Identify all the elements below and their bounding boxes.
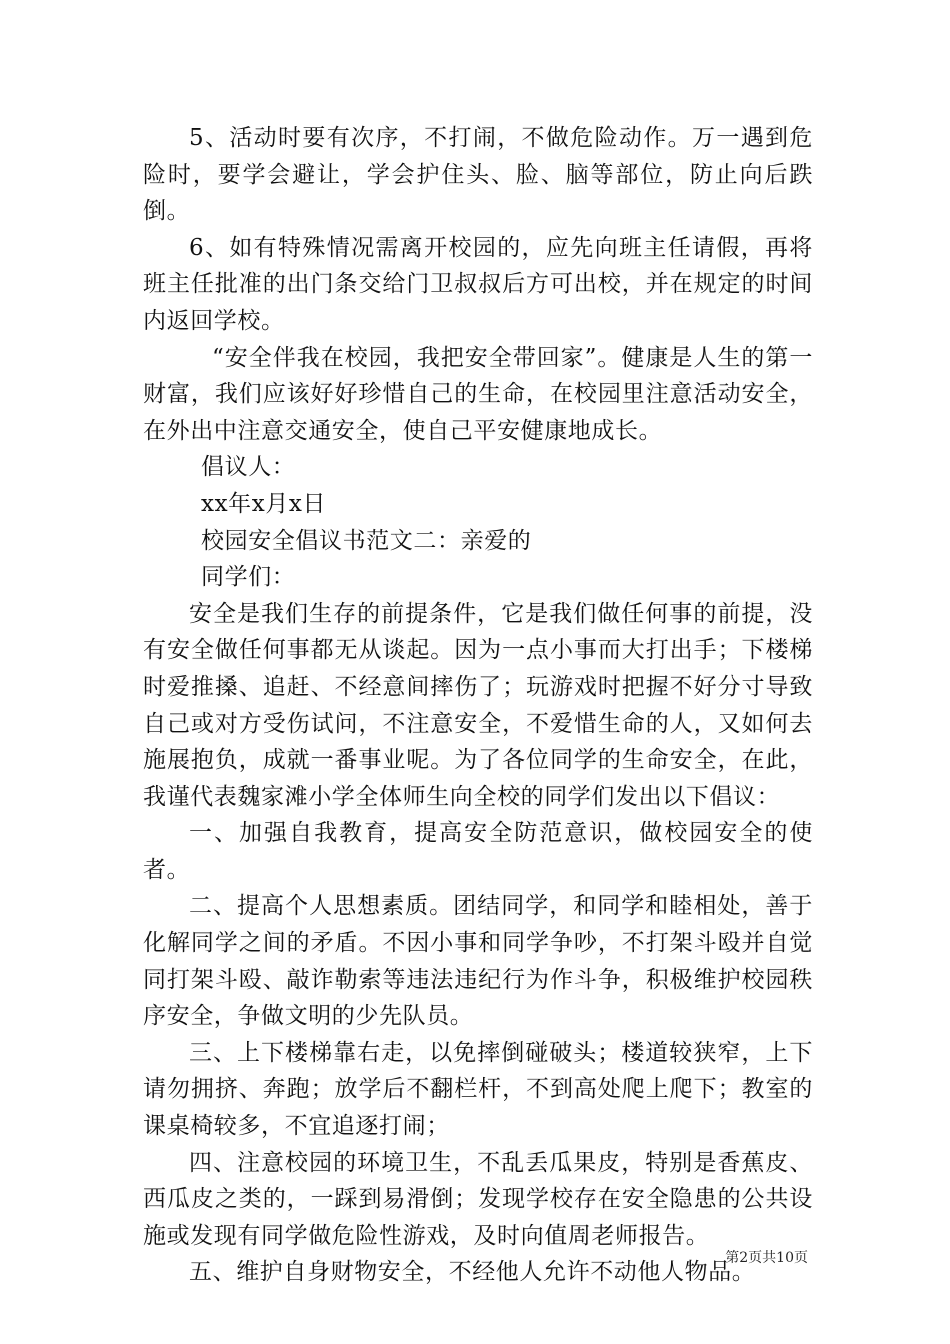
salutation: 同学们：: [201, 564, 296, 591]
paragraph-proposal-2: 二、提高个人思想素质。团结同学，和同学和睦相处，善于化解同学之间的矛盾。不因小事和同学争吵，不打架斗殴并自觉同打架斗殴、敲诈勒索等违法违纪行为作斗争，积极维护校园秩序安全，争做文明的少先队员。: [143, 893, 813, 1030]
signature-label: 倡议人：: [201, 454, 296, 481]
section-title: 校园安全倡议书范文二：亲爱的: [201, 527, 532, 554]
paragraph-proposal-3: 三、上下楼梯靠右走，以免摔倒碰破头；楼道较狭窄，上下请勿拥挤、奔跑；放学后不翻栏杆，不到高处爬上爬下；教室的课桌椅较多，不宜追逐打闹；: [143, 1039, 813, 1140]
paragraph-proposal-1: 一、加强自我教育，提高安全防范意识，做校园安全的使者。: [143, 820, 813, 883]
paragraph-slogan: “安全伴我在校园，我把安全带回家”。健康是人生的第一财富，我们应该好好珍惜自己的生命，在校园里注意活动安全，在外出中注意交通安全，使自己平安健康地成长。: [143, 344, 813, 444]
document-body: [143, 120, 813, 1291]
paragraph-item-6: 6、如有特殊情况需离开校园的，应先向班主任请假，再将班主任批准的出门条交给门卫叔叔后方可出校，并在规定的时间内返回学校。: [143, 234, 813, 334]
paragraph-intro: 安全是我们生存的前提条件，它是我们做任何事的前提，没有安全做任何事都无从谈起。因为一点小事而大打出手；下楼梯时爱推搡、追赶、不经意间摔伤了；玩游戏时把握不好分寸导致自己或对方受伤试问，不注意安全，不爱惜生命的人，又如何去施展抱负，成就一番事业呢。为了各位同学的生命安全，在此，我谨代表魏家滩小学全体师生向全校的同学们发出以下倡议：: [143, 600, 813, 810]
date-line: xx年x月x日: [201, 490, 327, 517]
paragraph-item-5: 5、活动时要有次序，不打闹，不做危险动作。万一遇到危险时，要学会避让，学会护住头、脸、脑等部位，防止向后跌倒。: [143, 125, 813, 225]
paragraph-proposal-4: 四、注意校园的环境卫生，不乱丢瓜果皮，特别是香蕉皮、西瓜皮之类的，一踩到易滑倒；发现学校存在安全隐患的公共设施或发现有同学做危险性游戏，及时向值周老师报告。: [143, 1149, 813, 1249]
paragraph-proposal-5: 五、维护自身财物安全，不经他人允许不动他人物品。: [189, 1259, 756, 1286]
page-number-footer: 第2页共10页: [725, 1250, 808, 1266]
